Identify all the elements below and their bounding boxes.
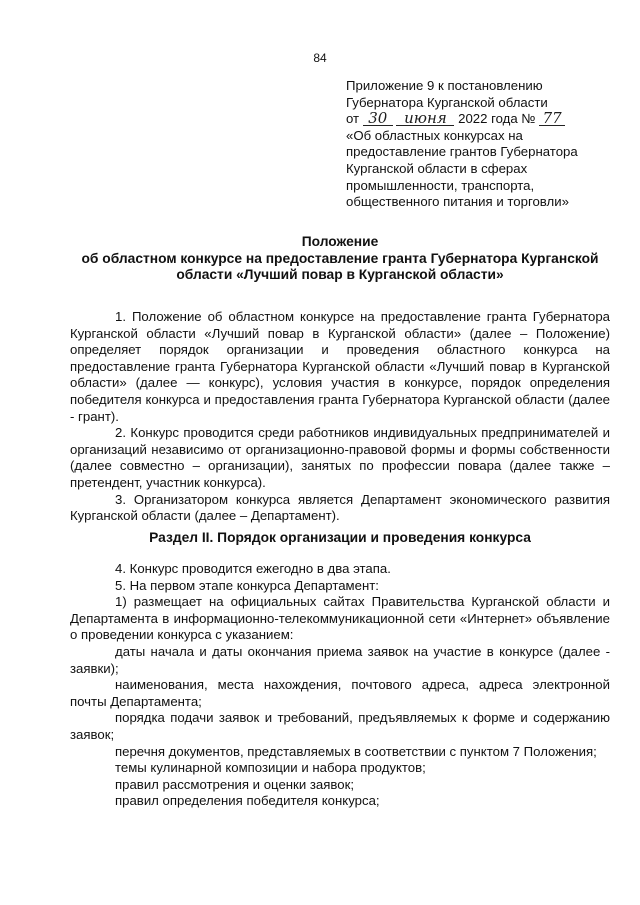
handwritten-month: июня	[396, 111, 454, 126]
paragraph: 4. Конкурс проводится ежегодно в два этапа.	[115, 561, 391, 576]
attachment-line-4: «Об областных конкурсах на	[346, 127, 523, 143]
title-line-1: Положение	[301, 234, 379, 249]
attachment-line-7: промышленности, транспорта,	[346, 177, 535, 193]
paragraph: 1. Положение об областном конкурсе на предоставление гранта Губернатора Курганской области «Лучший повар в Курганской области» (далее – Положение) определяет порядок организации и проведения областного конкурса на предоставление гранта Губернатора Курганской области «Лучший повар в Курганской области» (далее — конкурс), условия участия в конкурсе, порядок определения победителя конкурса и предоставления гранта Губернатора Курганской области (далее - грант).	[70, 309, 610, 424]
attachment-line-1: Приложение 9 к постановлению	[346, 78, 543, 93]
handwritten-doc-number: 77	[539, 111, 565, 126]
attachment-line-5: предоставление грантов Губернатора	[346, 144, 578, 160]
paragraph: 1) размещает на официальных сайтах Правительства Курганской области и Департамента в информационно-телекоммуникационной сети «Интернет» объявление о проведении конкурса с указанием:	[70, 594, 610, 643]
paragraph: темы кулинарной композиции и набора продуктов;	[115, 760, 426, 776]
attachment-line-6: Курганской области в сферах	[346, 160, 528, 176]
paragraph: правил определения победителя конкурса;	[115, 793, 380, 809]
paragraph: наименования, места нахождения, почтового адреса, адреса электронной почты Департамента;	[70, 677, 610, 709]
paragraph: 2. Конкурс проводится среди работников индивидуальных предпринимателей и организаций независимо от организационно-правовой формы и формы собственности (далее совместно – организации), занятых по профессии повара (далее также – претендент, участник конкурса).	[70, 425, 610, 490]
handwritten-day: 30	[363, 111, 393, 126]
section-2-body	[70, 561, 610, 810]
title-line-2: об областном конкурсе на предоставление гранта Губернатора Курганской	[81, 250, 599, 266]
paragraph: правил рассмотрения и оценки заявок;	[115, 776, 355, 792]
date-year-text: 2022 года №	[458, 111, 536, 127]
attachment-line-8: общественного питания и торговли»	[346, 194, 569, 210]
paragraph: порядка подачи заявок и требований, предъявляемых к форме и содержанию заявок;	[70, 710, 610, 742]
attachment-date-line	[346, 111, 616, 128]
paragraph: 5. На первом этапе конкурса Департамент:	[115, 577, 379, 593]
date-prefix: от	[346, 111, 360, 127]
title-line-3: области «Лучший повар в Курганской области»	[176, 267, 504, 283]
document-title	[70, 234, 610, 284]
page-number: 84	[313, 51, 327, 65]
section-1-body	[70, 309, 610, 525]
attachment-header	[346, 78, 616, 211]
paragraph: даты начала и даты окончания приема заявок на участие в конкурсе (далее - заявки);	[70, 643, 610, 676]
attachment-line-2: Губернатора Курганской области	[346, 94, 548, 110]
paragraph: перечня документов, представляемых в соответствии с пунктом 7 Положения;	[115, 743, 597, 759]
section-2-heading: Раздел II. Порядок организации и проведения конкурса	[149, 530, 531, 545]
paragraph: 3. Организатором конкурса является Департамент экономического развития Курганской области (далее – Департамент).	[70, 491, 610, 524]
